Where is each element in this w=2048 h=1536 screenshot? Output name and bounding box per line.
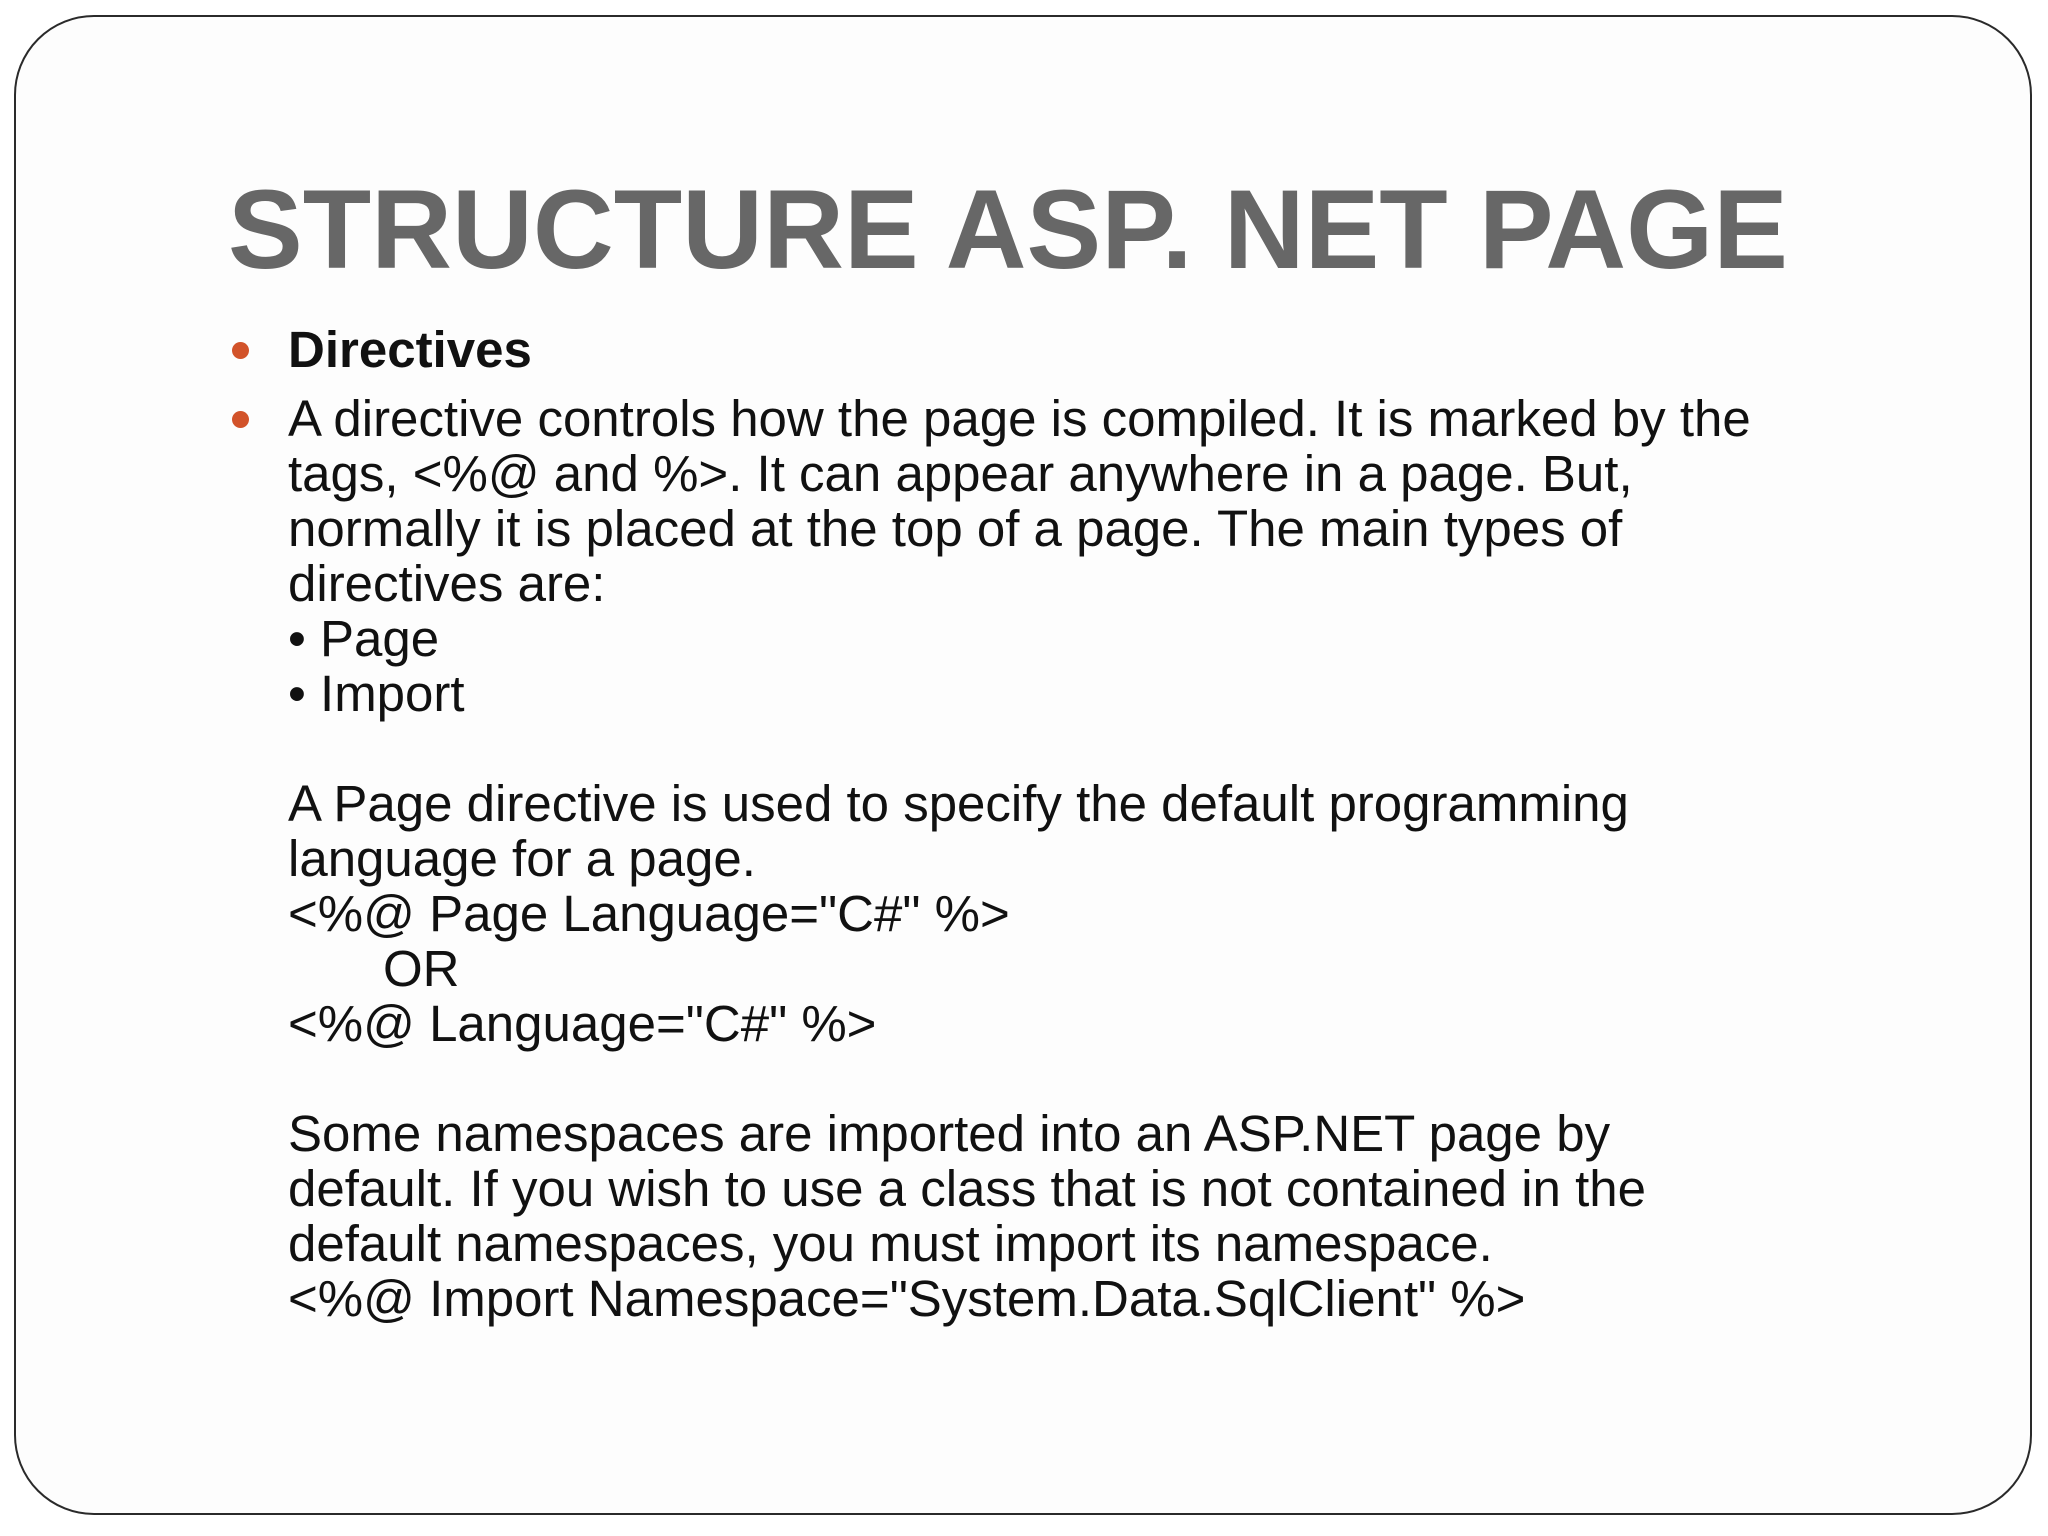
bullet-dot-icon [232, 411, 249, 428]
code-line-language: <%@ Language="C#" %> [288, 995, 877, 1052]
bullet-item-description [228, 391, 1948, 1326]
bullet-item-directives [228, 322, 1948, 377]
sub-bullet-import: • Import [288, 665, 465, 722]
text-line: tags, <%@ and %>. It can appear anywhere in a page. But, [288, 445, 1633, 502]
text-line: default namespaces, you must import its namespace. [288, 1215, 1493, 1272]
slide-title: STRUCTURE ASP. NET PAGE [228, 167, 1788, 292]
bullet-list [228, 322, 1948, 1326]
text-line: directives are: [288, 555, 606, 612]
sub-bullet-page: • Page [288, 610, 440, 667]
text-line: language for a page. [288, 830, 756, 887]
text-line: Some namespaces are imported into an ASP.NET page by [288, 1105, 1611, 1162]
code-line-page-language: <%@ Page Language="C#" %> [288, 885, 1010, 942]
text-line: normally it is placed at the top of a page. The main types of [288, 500, 1623, 557]
text-line: default. If you wish to use a class that is not contained in the [288, 1160, 1646, 1217]
bullet-dot-icon [232, 342, 249, 359]
text-line: A Page directive is used to specify the default programming [288, 775, 1629, 832]
bullet-heading: Directives [288, 321, 532, 378]
text-line: A directive controls how the page is compiled. It is marked by the [288, 390, 1751, 447]
blank-line [288, 1051, 1948, 1106]
or-separator: OR [383, 940, 460, 997]
code-line-import-namespace: <%@ Import Namespace="System.Data.SqlClient" %> [288, 1270, 1526, 1327]
blank-line [288, 721, 1948, 776]
